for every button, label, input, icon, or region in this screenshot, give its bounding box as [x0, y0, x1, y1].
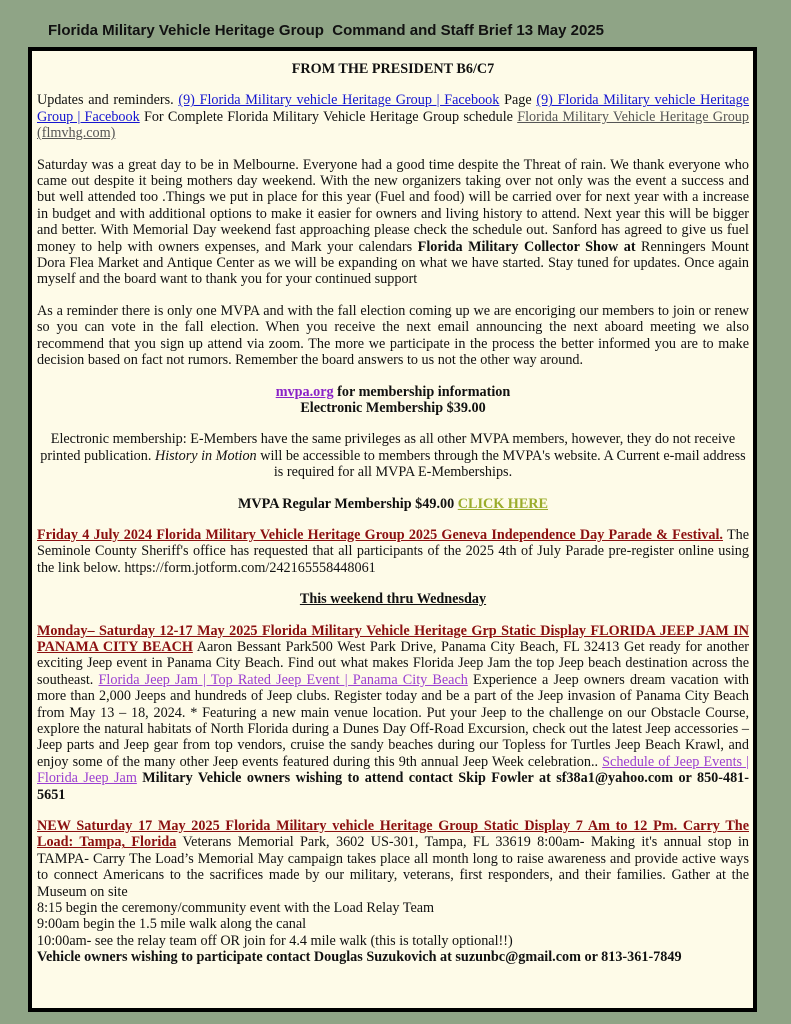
president-heading: FROM THE PRESIDENT B6/C7 [291, 61, 495, 77]
mvpa-membership-line [37, 384, 749, 400]
schedule-item: 9:00am begin the 1.5 mile walk along the canal [37, 916, 307, 933]
schedule-item: 10:00am- see the relay team off OR join for 4.4 mile walk (this is totally optional!!) [37, 932, 513, 949]
geneva-event-title: Friday 4 July 2024 Florida Military Vehicle Heritage Group 2025 Geneva Independence Day Parade & Festival. [37, 526, 723, 543]
electronic-desc-a: Electronic membership: E-Members have the same privileges as all other MVPA members, however, they do not receive printed publication. [40, 431, 736, 464]
document-header [48, 22, 604, 39]
regular-membership-price: MVPA Regular Membership $49.00 [237, 495, 455, 512]
melbourne-text-b: Renningers Mount Dora Flea Market and Antique Center as we will be expanding on what we have started. Stay tuned for updates. Once again myself and the board want to thank you for your continued support [37, 238, 749, 288]
geneva-event [37, 527, 749, 576]
jeep-jam-event [37, 623, 749, 803]
jeep-jam-link[interactable]: Florida Jeep Jam | Top Rated Jeep Event | Panama City Beach [98, 671, 468, 688]
carry-the-load-contact: Vehicle owners wishing to participate contact Douglas Suzukovich at suzunbc@gmail.com or 813-361-7849 [37, 949, 682, 966]
melbourne-paragraph [37, 157, 749, 288]
content-panel [32, 51, 753, 1008]
electronic-desc-b: will be accessible to members through the MVPA's website. A Current e-mail address is required for all MVPA E-Memberships. [260, 447, 746, 481]
carry-the-load-event [37, 818, 749, 900]
carry-the-load-title: NEW Saturday 17 May 2025 Florida Military vehicle Heritage Group Static Display 7 Am to 12 Pm. Carry The Load: Tampa, Florida [37, 818, 749, 851]
jeep-jam-contact: Military Vehicle owners wishing to attend contact Skip Fowler at sf38a1@yahoo.com or 850-481-5651 [37, 770, 749, 803]
content-body [37, 61, 749, 966]
mvpa-info-text: for membership information [337, 383, 511, 400]
electronic-membership-desc [37, 431, 749, 480]
facebook-link-1[interactable]: (9) Florida Military vehicle Heritage Group | Facebook [178, 92, 500, 109]
header-title: Florida Military Vehicle Heritage Group [48, 22, 324, 39]
weekend-heading: This weekend thru Wednesday [299, 591, 487, 608]
regular-membership-line [37, 496, 749, 512]
click-here-link[interactable]: CLICK HERE [457, 495, 549, 512]
electronic-membership-price: Electronic Membership $39.00 [300, 399, 486, 416]
jeep-jam-body-b: Experience a Jeep owners dream vacation with more than 2,000 Jeeps and hundreds of Jeep clubs. Register today and be a part of the Jeep invasion of Panama City Beach from May 13 – 18, 2024. * Featuring a new main venue location. Put your Jeep to the challenge on our Obstacle Course, explore the natural habitats of North Florida during a Dunes Day Off-Road Excursion, check out the latest Jeep accessories – Jeep parts and Jeep gear from top vendors, cruise the sandy beaches during our Topless for Turtles Jeep Beach Krawl, and enjoy some of the many other Jeep events featured during this 9th annual Jeep Week celebration.. [37, 671, 750, 770]
carry-the-load-body: Veterans Memorial Park, 3602 US-301, Tampa, FL 33619 8:00am- Making it's annual stop in TAMPA- Carry The Load’s Memorial May campaign takes place all month long to raise awareness and provide active ways to connect Americans to the sacrifices made by our military, veterans, first responders, and their families. Gather at the Museum on site [37, 834, 749, 900]
schedule-item: 8:15 begin the ceremony/community event with the Load Relay Team [37, 900, 435, 917]
website-link[interactable]: Florida Military Vehicle Heritage Group (flmvhg.com) [37, 108, 749, 142]
jeep-jam-title: Monday– Saturday 12-17 May 2025 Florida Military Vehicle Heritage Grp Static Display FLORIDA JEEP JAM IN PANAMA CITY BEACH [37, 622, 749, 655]
melbourne-text-a: Saturday was a great day to be in Melbourne. Everyone had a good time despite the Threat of rain. We thank everyone who came out despite it being mothers day weekend. With the new organizers taking over not only was the event a success and but well attended too .Things we put in place for this year (Fuel and food) will be carried over for next year with a increase in budget and with additional options to make it easier for owners and living history to attend. Next year this will be bigger and better. With Memorial Day weekend fast approaching please check the schedule out. Sanford has agreed to give us fuel money to help with owners expenses, and Mark your calendars [37, 156, 749, 255]
facebook-link-2[interactable]: (9) Florida Military vehicle Heritage Group | Facebook [37, 92, 749, 125]
schedule-text: For Complete Florida Military Vehicle Heritage Group schedule [143, 108, 513, 125]
page-word: Page [504, 92, 532, 109]
mvpa-reminder-paragraph: As a reminder there is only one MVPA and with the fall election coming up we are encoriging our members to join or renew so you can vote in the fall election. When you receive the next email announcing the next aboard meeting we also recommend that you sign up attend via zoom. The more we participate in the process the better informed you are to make decision based on fact not rumors. Remember the board answers to us not the other way around. [37, 302, 749, 369]
jeep-schedule-link[interactable]: Schedule of Jeep Events | Florida Jeep Jam [37, 753, 749, 787]
updates-paragraph [37, 92, 749, 141]
jeep-jam-body-a: Aaron Bessant Park500 West Park Drive, Panama City Beach, FL 32413 Get ready for another exciting Jeep event in Panama City Beach. Find out what makes Florida Jeep Jam the top Jeep beach destination across the southeast. [37, 638, 749, 688]
header-subtitle: Command and Staff Brief 13 May 2025 [332, 22, 605, 39]
updates-intro: Updates and reminders. [37, 92, 174, 109]
geneva-event-body: The Seminole County Sheriff's office has requested that all participants of the 2025 4th of July Parade pre-register online using the link below. https://form.jotform.com/242165558448061 [37, 526, 749, 576]
history-in-motion-title: History in Motion [154, 447, 257, 464]
mvpa-link[interactable]: mvpa.org [275, 383, 334, 400]
collector-show-name: Florida Military Collector Show at [417, 238, 636, 255]
